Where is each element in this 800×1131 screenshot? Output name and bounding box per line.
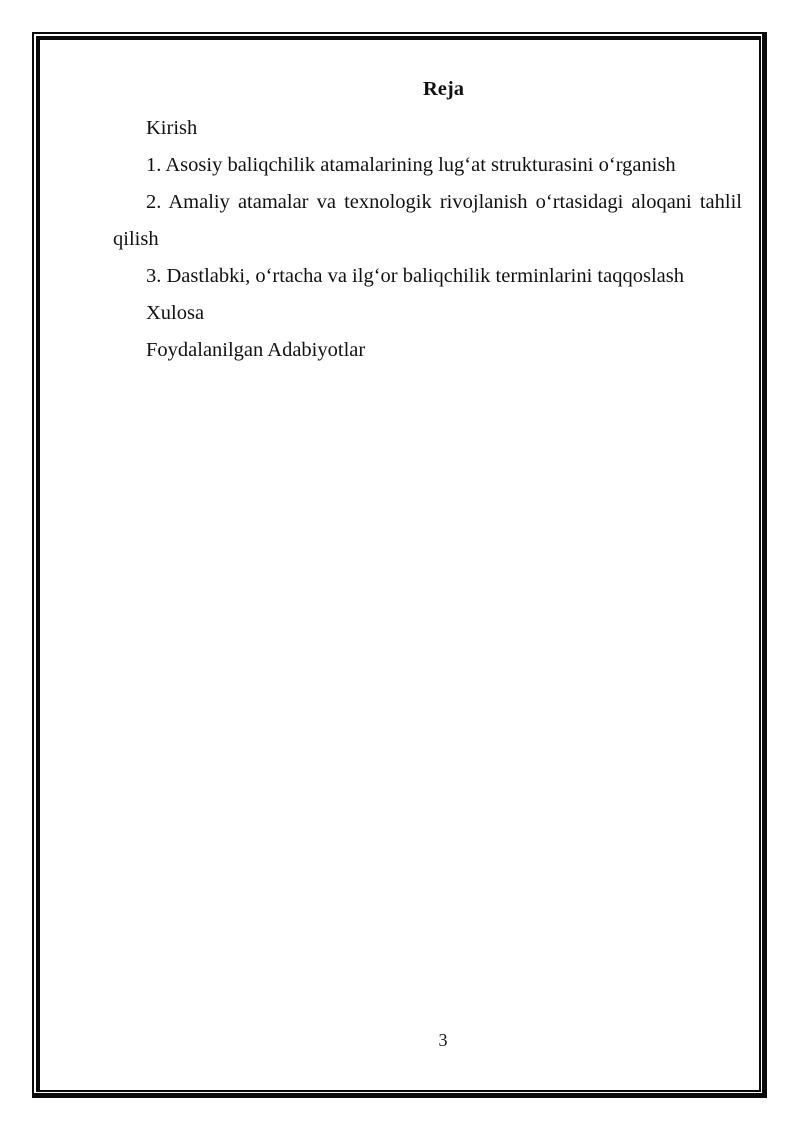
toc-item-2: 2. Amaliy atamalar va texnologik rivojlanish o‘rtasidagi aloqani tahlil qilish <box>113 191 742 250</box>
document-body <box>113 73 742 369</box>
page-number: 3 <box>438 1030 448 1050</box>
page-title: Reja <box>423 78 464 100</box>
toc-item-3: 3. Dastlabki, o‘rtacha va ilg‘or baliqchilik terminlarini taqqoslash <box>146 265 684 287</box>
toc-item-references: Foydalanilgan Adabiyotlar <box>146 339 366 361</box>
toc-item-introduction: Kirish <box>146 117 198 139</box>
toc-item-conclusion: Xulosa <box>146 302 205 324</box>
toc-item-1: 1. Asosiy baliqchilik atamalarining lug‘at strukturasini o‘rganish <box>146 154 676 176</box>
